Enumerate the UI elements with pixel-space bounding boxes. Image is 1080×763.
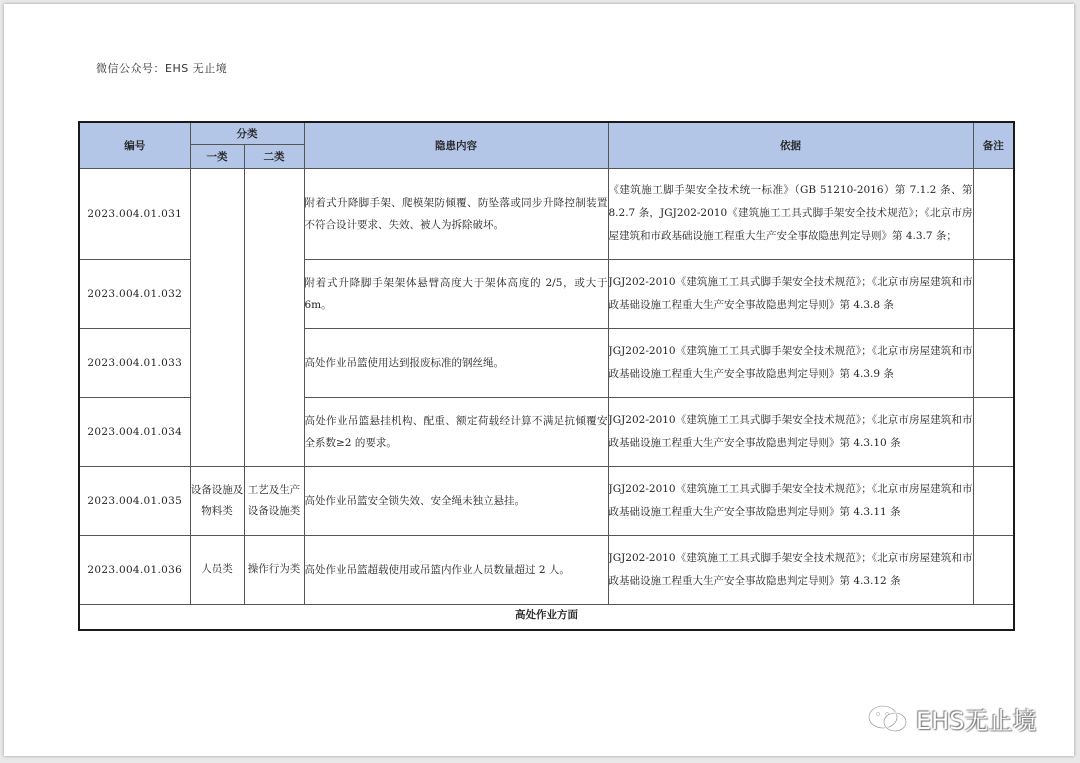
row-note bbox=[973, 535, 1014, 604]
row-basis: JGJ202-2010《建筑施工工具式脚手架安全技术规范》；《北京市房屋建筑和市政基础设施工程重大生产安全事故隐患判定导则》第 4.3.8 条 bbox=[608, 259, 973, 328]
row-note bbox=[973, 168, 1014, 259]
row-cat1: 人员类 bbox=[190, 535, 244, 604]
wechat-icon bbox=[866, 704, 910, 734]
hazard-table bbox=[78, 121, 1015, 631]
watermark bbox=[866, 701, 1036, 736]
row-id: 2023.004.01.034 bbox=[79, 397, 190, 466]
row-cat2-empty bbox=[244, 168, 304, 466]
table-footer: 高处作业方面 bbox=[79, 604, 1014, 630]
row-note bbox=[973, 466, 1014, 535]
row-content: 附着式升降脚手架、爬模架防倾覆、防坠落或同步升降控制装置不符合设计要求、失效、被人为拆除破坏。 bbox=[304, 168, 608, 259]
row-basis: JGJ202-2010《建筑施工工具式脚手架安全技术规范》；《北京市房屋建筑和市政基础设施工程重大生产安全事故隐患判定导则》第 4.3.10 条 bbox=[608, 397, 973, 466]
row-cat1-empty bbox=[190, 168, 244, 466]
row-content: 高处作业吊篮悬挂机构、配重、额定荷载经计算不满足抗倾覆安全系数≥2 的要求。 bbox=[304, 397, 608, 466]
row-id: 2023.004.01.035 bbox=[79, 466, 190, 535]
row-basis: JGJ202-2010《建筑施工工具式脚手架安全技术规范》；《北京市房屋建筑和市政基础设施工程重大生产安全事故隐患判定导则》第 4.3.11 条 bbox=[608, 466, 973, 535]
header-cat2: 二类 bbox=[244, 144, 304, 168]
table-row bbox=[79, 466, 1014, 535]
watermark-text: EHS无止境 bbox=[916, 707, 1037, 735]
row-basis: JGJ202-2010《建筑施工工具式脚手架安全技术规范》；《北京市房屋建筑和市政基础设施工程重大生产安全事故隐患判定导则》第 4.3.9 条 bbox=[608, 328, 973, 397]
row-content: 附着式升降脚手架架体悬臂高度大于架体高度的 2/5，或大于 6m。 bbox=[304, 259, 608, 328]
row-note bbox=[973, 259, 1014, 328]
table-row bbox=[79, 535, 1014, 604]
row-note bbox=[973, 397, 1014, 466]
table-row bbox=[79, 168, 1014, 259]
header-category: 分类 bbox=[190, 122, 304, 144]
row-cat2: 工艺及生产设备设施类 bbox=[244, 466, 304, 535]
header-note: 备注 bbox=[973, 122, 1014, 168]
row-content: 高处作业吊篮超载使用或吊篮内作业人员数量超过 2 人。 bbox=[304, 535, 608, 604]
header-cat1: 一类 bbox=[190, 144, 244, 168]
row-content: 高处作业吊篮安全锁失效、安全绳未独立悬挂。 bbox=[304, 466, 608, 535]
row-basis: JGJ202-2010《建筑施工工具式脚手架安全技术规范》；《北京市房屋建筑和市政基础设施工程重大生产安全事故隐患判定导则》第 4.3.12 条 bbox=[608, 535, 973, 604]
table-footer-row bbox=[79, 604, 1014, 630]
row-basis: 《建筑施工脚手架安全技术统一标准》（GB 51210-2016）第 7.1.2 条、第 8.2.7 条，JGJ202-2010《建筑施工工具式脚手架安全技术规范》；《北京市房屋建筑和市政基础设施工程重大生产安全事故隐患判定导则》第 4.3.7 条； bbox=[608, 168, 973, 259]
row-id: 2023.004.01.032 bbox=[79, 259, 190, 328]
row-note bbox=[973, 328, 1014, 397]
row-id: 2023.004.01.031 bbox=[79, 168, 190, 259]
header-basis: 依据 bbox=[608, 122, 973, 168]
row-id: 2023.004.01.033 bbox=[79, 328, 190, 397]
row-content: 高处作业吊篮使用达到报废标准的钢丝绳。 bbox=[304, 328, 608, 397]
header-note: 微信公众号：EHS 无止境 bbox=[96, 62, 228, 75]
row-id: 2023.004.01.036 bbox=[79, 535, 190, 604]
row-cat2: 操作行为类 bbox=[244, 535, 304, 604]
header-content: 隐患内容 bbox=[304, 122, 608, 168]
header-id: 编号 bbox=[79, 122, 190, 168]
row-cat1: 设备设施及物料类 bbox=[190, 466, 244, 535]
document-page bbox=[4, 4, 1074, 756]
